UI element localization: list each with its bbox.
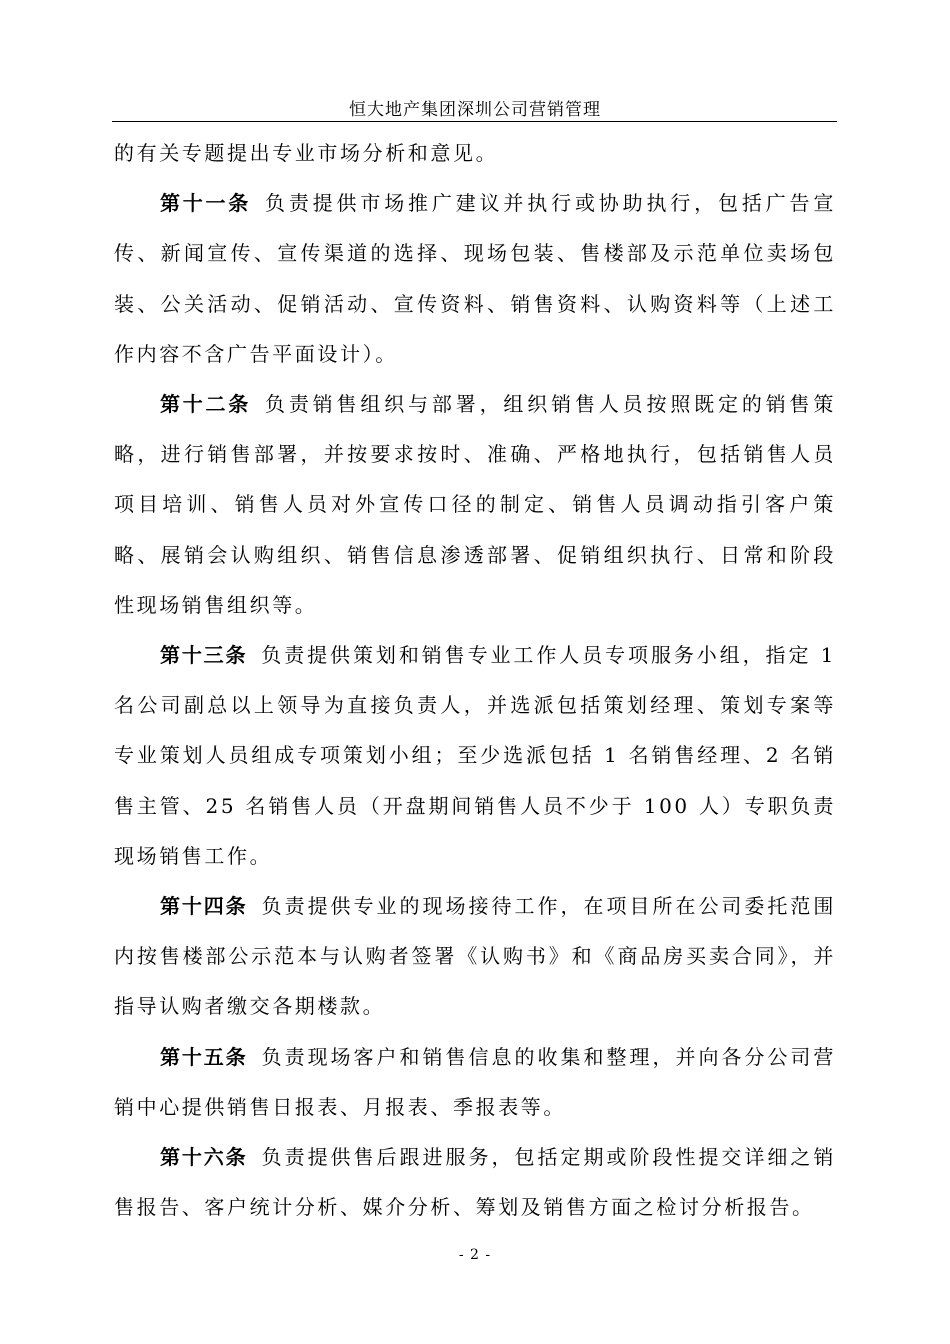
paragraph-text: 负责提供策划和销售专业工作人员专项服务小组，指定 1 名公司副总以上领导为直接负责人，并选派包括策划经理、策划专案等专业策划人员组成专项策划小组；至少选派包括 1 名销售经理、2 名销售主管、25 名销售人员（开盘期间销售人员不少于 100 人）专职负责现场销售工作。: [114, 643, 837, 868]
paragraph-text: 的有关专题提出专业市场分析和意见。: [114, 141, 499, 165]
paragraph-article-11: [114, 178, 836, 379]
paragraph-article-13: [114, 630, 836, 881]
paragraph-article-12: [114, 379, 836, 630]
page-header-title: 恒大地产集团深圳公司营销管理: [349, 100, 601, 120]
page-number: - 2 -: [458, 1247, 492, 1263]
paragraph-text: 负责现场客户和销售信息的收集和整理，并向各分公司营销中心提供销售日报表、月报表、季报表等。: [114, 1044, 837, 1119]
paragraph-text: 负责提供专业的现场接待工作，在项目所在公司委托范围内按售楼部公示范本与认购者签署《认购书》和《商品房买卖合同》，并指导认购者缴交各期楼款。: [114, 894, 837, 1019]
paragraph-continuation: [114, 128, 836, 178]
article-number: 第十二条: [160, 392, 251, 417]
paragraph-article-14: [114, 881, 836, 1032]
document-body: [114, 128, 836, 1232]
paragraph-article-15: [114, 1032, 836, 1132]
paragraph-text: 负责提供市场推广建议并执行或协助执行，包括广告宣传、新闻宣传、宣传渠道的选择、现场包装、售楼部及示范单位卖场包装、公关活动、促销活动、宣传资料、销售资料、认购资料等（上述工作内容不含广告平面设计）。: [114, 191, 837, 366]
header-divider: [112, 121, 837, 122]
article-number: 第十六条: [160, 1145, 248, 1170]
article-number: 第十三条: [160, 643, 248, 668]
article-number: 第十一条: [160, 191, 251, 216]
article-number: 第十四条: [160, 894, 248, 919]
paragraph-text: 负责提供售后跟进服务，包括定期或阶段性提交详细之销售报告、客户统计分析、媒介分析、筹划及销售方面之检讨分析报告。: [114, 1145, 837, 1220]
paragraph-article-16: [114, 1132, 836, 1232]
article-number: 第十五条: [160, 1044, 248, 1069]
paragraph-text: 负责销售组织与部署，组织销售人员按照既定的销售策略，进行销售部署，并按要求按时、准确、严格地执行，包括销售人员项目培训、销售人员对外宣传口径的制定、销售人员调动指引客户策略、展销会认购组织、销售信息渗透部署、促销组织执行、日常和阶段性现场销售组织等。: [114, 392, 837, 617]
